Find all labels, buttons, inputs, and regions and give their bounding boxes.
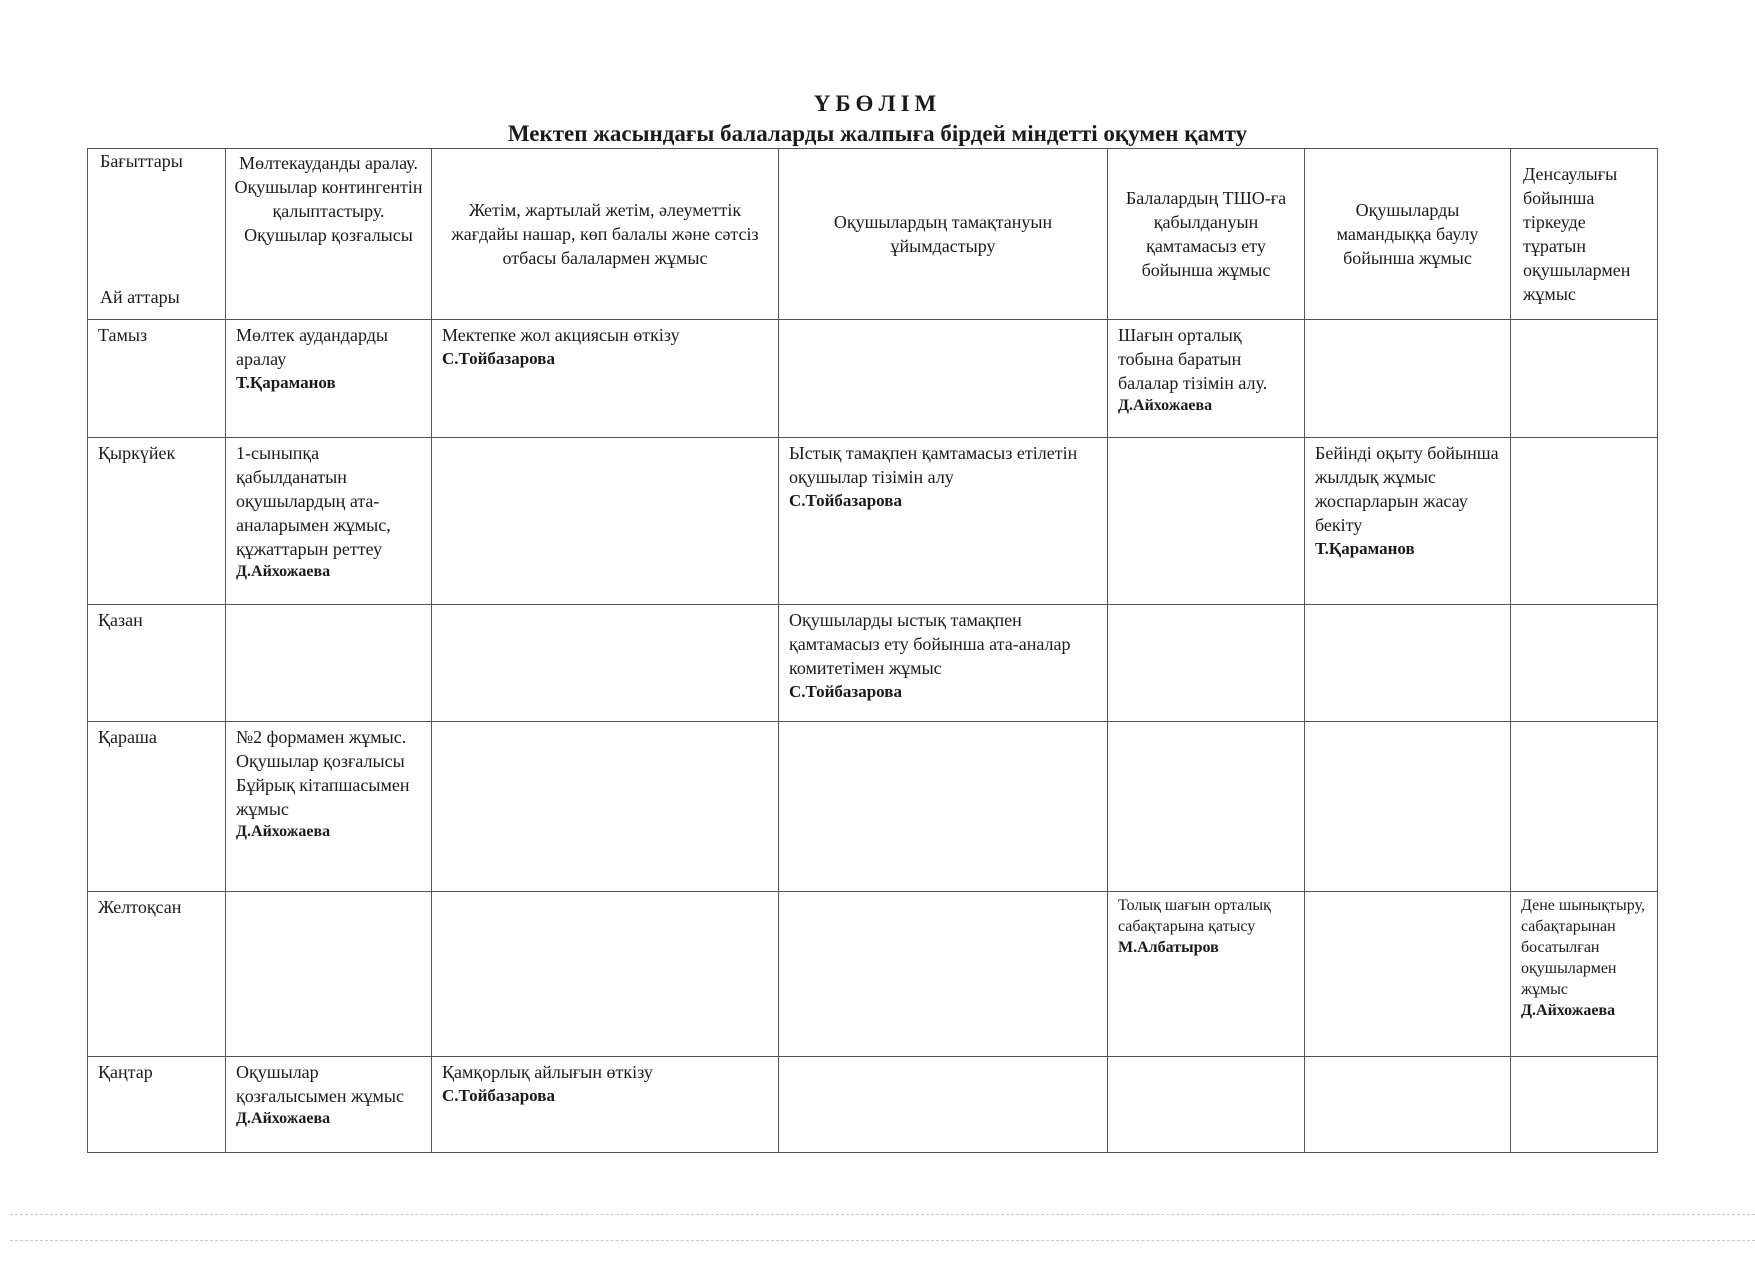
responsible-person: С.Тойбазарова	[789, 491, 902, 510]
table-cell	[226, 438, 432, 605]
table-cell	[1305, 605, 1511, 722]
table-cell	[779, 722, 1108, 892]
responsible-person: С.Тойбазарова	[442, 349, 555, 368]
table-cell	[1305, 438, 1511, 605]
table-cell	[226, 605, 432, 722]
corner-label-months: Ай аттары	[100, 287, 180, 307]
table-cell	[432, 722, 779, 892]
table-cell	[1108, 892, 1305, 1057]
cell-text: Мөлтек аудандарды аралау	[236, 325, 388, 369]
responsible-person: Т.Қараманов	[1315, 539, 1415, 558]
table-cell	[1108, 438, 1305, 605]
table-cell	[779, 605, 1108, 722]
cell-text: Оқушыларды ыстық тамақпен қамтамасыз ету бойынша ата-аналар комитетімен жұмыс	[789, 610, 1071, 678]
cell-text: Дене шынықтыру, сабақтарынан босатылған оқушылармен жұмыс	[1521, 897, 1645, 998]
table-cell	[1511, 438, 1658, 605]
header-row	[88, 149, 1658, 320]
month-cell: Қаңтар	[88, 1057, 226, 1153]
table-cell	[1511, 605, 1658, 722]
cell-text: Мектепке жол акциясын өткізу	[442, 325, 680, 345]
table-cell	[1305, 892, 1511, 1057]
table-cell	[1511, 892, 1658, 1057]
cell-text: Ыстық тамақпен қамтамасыз етілетін оқушылар тізімін алу	[789, 443, 1078, 487]
column-header-career: Оқушыларды мамандыққа баулу бойынша жұмыс	[1305, 149, 1511, 320]
month-cell: Қыркүйек	[88, 438, 226, 605]
section-subtitle: Мектеп жасындағы балаларды жалпыға бірдей міндетті оқумен қамту	[507, 121, 1248, 146]
month-cell: Тамыз	[88, 320, 226, 438]
column-header-health: Денсаулығы бойынша тіркеуде тұратын оқушылармен жұмыс	[1511, 149, 1658, 320]
table-row	[88, 605, 1658, 722]
table-cell	[1108, 722, 1305, 892]
responsible-person: Д.Айхожаева	[1118, 397, 1213, 414]
section-title: ҮБӨЛІМ	[813, 91, 942, 116]
responsible-person: Д.Айхожаева	[236, 823, 331, 840]
table-cell	[432, 892, 779, 1057]
table-row	[88, 892, 1658, 1057]
scan-divider	[10, 1214, 1755, 1215]
table-cell	[432, 1057, 779, 1153]
table-cell	[1511, 320, 1658, 438]
month-cell: Желтоқсан	[88, 892, 226, 1057]
plan-table	[87, 148, 1658, 1153]
column-header-preschool: Балалардың ТШО-ға қабылдануын қамтамасыз ету бойынша жұмыс	[1108, 149, 1305, 320]
responsible-person: Д.Айхожаева	[236, 1110, 331, 1127]
table-cell	[779, 438, 1108, 605]
table-cell	[432, 605, 779, 722]
scan-divider	[10, 1240, 1755, 1241]
responsible-person: Т.Қараманов	[236, 373, 336, 392]
cell-text: Бейінді оқыту бойынша жылдық жұмыс жоспарларын жасау бекіту	[1315, 443, 1499, 535]
table-row	[88, 1057, 1658, 1153]
corner-header	[88, 149, 226, 320]
table-cell	[1108, 320, 1305, 438]
column-header-orphans: Жетім, жартылай жетім, әлеуметтік жағдайы нашар, көп балалы және сәтсіз отбасы балалармен жұмыс	[432, 149, 779, 320]
table-row	[88, 722, 1658, 892]
table-cell	[226, 892, 432, 1057]
table-cell	[226, 722, 432, 892]
month-cell: Қараша	[88, 722, 226, 892]
responsible-person: М.Албатыров	[1118, 939, 1219, 956]
responsible-person: Д.Айхожаева	[1521, 1002, 1616, 1019]
column-header-microdistrict: Мөлтекауданды аралау. Оқушылар контингентін қалыптастыру. Оқушылар қозғалысы	[226, 149, 432, 320]
table-cell	[432, 320, 779, 438]
table-cell	[779, 320, 1108, 438]
table-cell	[226, 320, 432, 438]
table-cell	[1511, 1057, 1658, 1153]
table-cell	[779, 1057, 1108, 1153]
responsible-person: С.Тойбазарова	[789, 682, 902, 701]
responsible-person: Д.Айхожаева	[236, 563, 331, 580]
table-row	[88, 320, 1658, 438]
corner-label-directions: Бағыттары	[100, 151, 183, 171]
table-cell	[1305, 1057, 1511, 1153]
responsible-person: С.Тойбазарова	[442, 1086, 555, 1105]
cell-text: Толық шағын орталық сабақтарына қатысу	[1118, 897, 1271, 935]
table-cell	[1305, 320, 1511, 438]
table-cell	[1108, 605, 1305, 722]
cell-text: Оқушылар қозғалысымен жұмыс	[236, 1062, 404, 1106]
table-cell	[779, 892, 1108, 1057]
column-header-nutrition: Оқушылардың тамақтануын ұйымдастыру	[779, 149, 1108, 320]
month-cell: Қазан	[88, 605, 226, 722]
table-row	[88, 438, 1658, 605]
cell-text: 1-сыныпқа қабылданатын оқушылардың ата-аналарымен жұмыс, құжаттарын реттеу	[236, 443, 391, 559]
cell-text: №2 формамен жұмыс. Оқушылар қозғалысы Бұйрық кітапшасымен жұмыс	[236, 727, 410, 819]
table-cell	[1511, 722, 1658, 892]
table-cell	[226, 1057, 432, 1153]
table-cell	[432, 438, 779, 605]
cell-text: Қамқорлық айлығын өткізу	[442, 1062, 653, 1082]
table-cell	[1305, 722, 1511, 892]
cell-text: Шағын орталық тобына баратын балалар тізімін алу.	[1118, 325, 1268, 393]
table-cell	[1108, 1057, 1305, 1153]
